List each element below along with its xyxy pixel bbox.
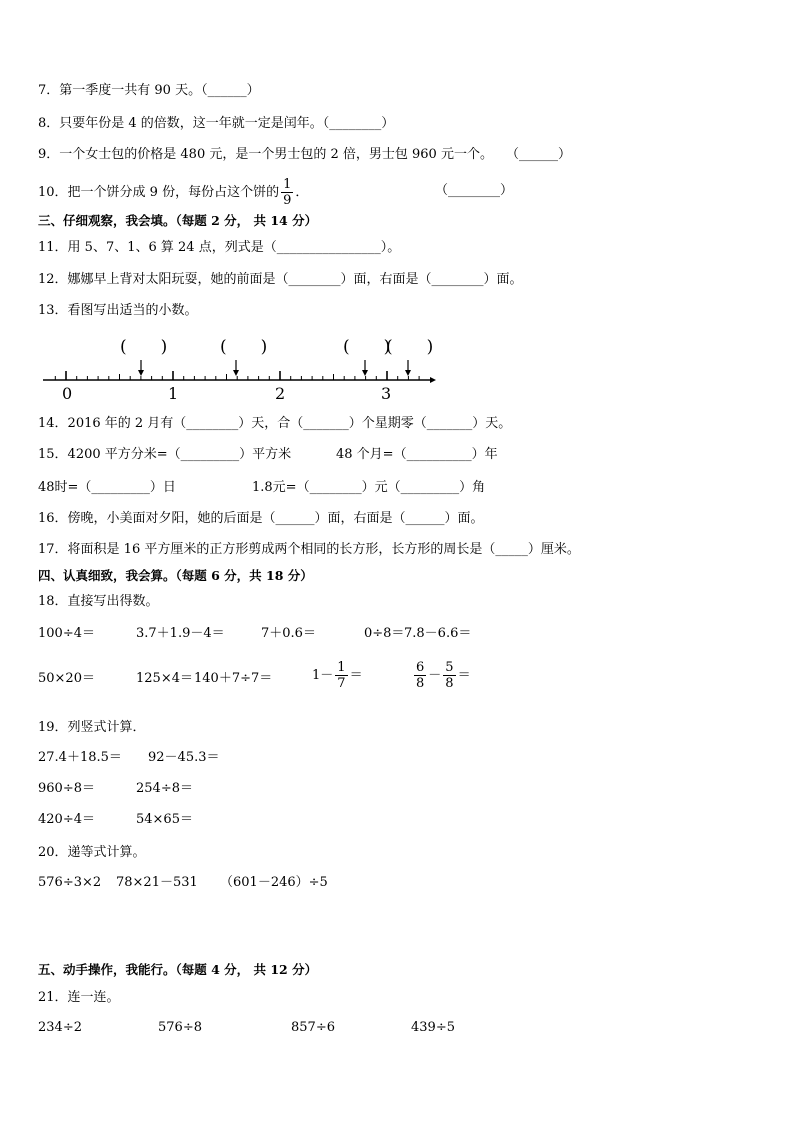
question-16: 16．傍晚，小美面对夕阳，她的后面是（______）面，右面是（______）面。 [38, 511, 484, 526]
question-10-period: ． [295, 185, 309, 200]
calc-item: 100÷4＝ [38, 626, 95, 641]
question-7: 7．第一季度一共有 90 天。（______） [38, 83, 260, 98]
connect-item[interactable]: 576÷8 [158, 1020, 202, 1035]
section-3-heading: 三、仔细观察，我会填。（每题 2 分， 共 14 分） [38, 213, 318, 228]
section-5-heading: 五、动手操作，我能行。（每题 4 分， 共 12 分） [38, 962, 318, 977]
fraction [443, 660, 455, 691]
denominator: 7 [337, 676, 346, 691]
pointer-arrows [138, 360, 411, 376]
calc-item: 125×4＝ [136, 671, 193, 686]
calc-item: 78×21－531 [116, 875, 198, 890]
question-10-numerator: 1 [283, 177, 292, 192]
calc-item: 92－45.3＝ [148, 750, 220, 765]
calc-fraction-1-equals: ＝ [349, 668, 363, 683]
connect-item[interactable]: 234÷2 [38, 1020, 82, 1035]
question-15-a: 15．4200 平方分米=（_________）平方米 [38, 447, 292, 462]
connect-item[interactable]: 857÷6 [291, 1020, 335, 1035]
calc-fraction-1 [312, 660, 363, 691]
question-17: 17．将面积是 16 平方厘米的正方形剪成两个相同的长方形，长方形的周长是（_____）厘米。 [38, 542, 580, 557]
calc-item: 0÷8＝ [364, 626, 405, 641]
fraction [414, 660, 426, 691]
question-18: 18．直接写出得数。 [38, 594, 159, 609]
tick-label-0: 0 [62, 384, 73, 403]
numerator: 1 [337, 660, 346, 675]
answer-brackets[interactable] [120, 337, 433, 357]
question-15-b: 48 个月=（__________）年 [336, 447, 498, 462]
denominator: 8 [445, 676, 454, 691]
fraction [335, 660, 347, 691]
question-10 [38, 177, 308, 208]
calc-item: 27.4＋18.5＝ [38, 750, 122, 765]
calc-item: 7＋0.6＝ [261, 626, 316, 641]
question-20: 20．递等式计算。 [38, 845, 146, 860]
bracket-3[interactable]: ( ) [343, 337, 391, 357]
numerator: 6 [416, 660, 425, 675]
number-line-figure [0, 330, 794, 405]
question-13: 13．看图写出适当的小数。 [38, 303, 198, 318]
question-8: 8．只要年份是 4 的倍数，这一年就一定是闰年。（________） [38, 116, 395, 131]
question-15-d: 1.8元=（________）元（_________）角 [252, 480, 486, 495]
calc-item: 254÷8＝ [136, 781, 193, 796]
calc-item: 7.8－6.6＝ [404, 626, 472, 641]
calc-fraction-1-prefix: 1－ [312, 668, 334, 683]
bracket-4[interactable]: ( ) [386, 337, 434, 357]
axis-labels [62, 384, 391, 403]
calc-item: （601－246）÷5 [220, 875, 328, 890]
calc-item: 420÷4＝ [38, 812, 95, 827]
minus-sign: － [428, 668, 442, 683]
numerator: 5 [445, 660, 454, 675]
question-14: 14．2016 年的 2 月有（________）天，合（_______）个星期零（_______）天。 [38, 416, 512, 431]
question-10-fraction [281, 177, 293, 208]
question-10-text: 10．把一个饼分成 9 份，每份占这个饼的 [38, 185, 280, 200]
question-12: 12．娜娜早上背对太阳玩耍，她的前面是（________）面，右面是（________）面。 [38, 272, 523, 287]
number-line-axis [43, 371, 436, 383]
calc-item: 54×65＝ [136, 812, 193, 827]
bracket-2[interactable]: ( ) [220, 337, 268, 357]
connect-item[interactable]: 439÷5 [411, 1020, 455, 1035]
question-19: 19．列竖式计算． [38, 720, 146, 735]
bracket-1[interactable]: ( ) [120, 337, 168, 357]
calc-item: 3.7＋1.9－4＝ [136, 626, 225, 641]
tick-label-3: 3 [381, 384, 392, 403]
question-10-answer-blank[interactable]: （________） [435, 183, 514, 198]
section-4-heading: 四、认真细致，我会算。（每题 6 分，共 18 分） [38, 568, 313, 583]
calc-fraction-2 [412, 660, 471, 691]
question-15-c: 48时=（_________）日 [38, 480, 176, 495]
calc-item: 50×20＝ [38, 671, 95, 686]
calc-item: 960÷8＝ [38, 781, 95, 796]
question-11: 11．用 5、7、1、6 算 24 点，列式是（________________）。 [38, 240, 401, 255]
equals-sign: ＝ [457, 668, 471, 683]
question-21: 21．连一连。 [38, 990, 120, 1005]
tick-label-1: 1 [168, 384, 179, 403]
question-9: 9．一个女士包的价格是 480 元，是一个男士包的 2 倍，男士包 960 元一个。 （______） [38, 147, 571, 162]
question-10-denominator: 9 [283, 193, 292, 208]
calc-item: 140＋7÷7＝ [194, 671, 273, 686]
tick-label-2: 2 [275, 384, 286, 403]
calc-item: 576÷3×2 [38, 875, 102, 890]
denominator: 8 [416, 676, 425, 691]
